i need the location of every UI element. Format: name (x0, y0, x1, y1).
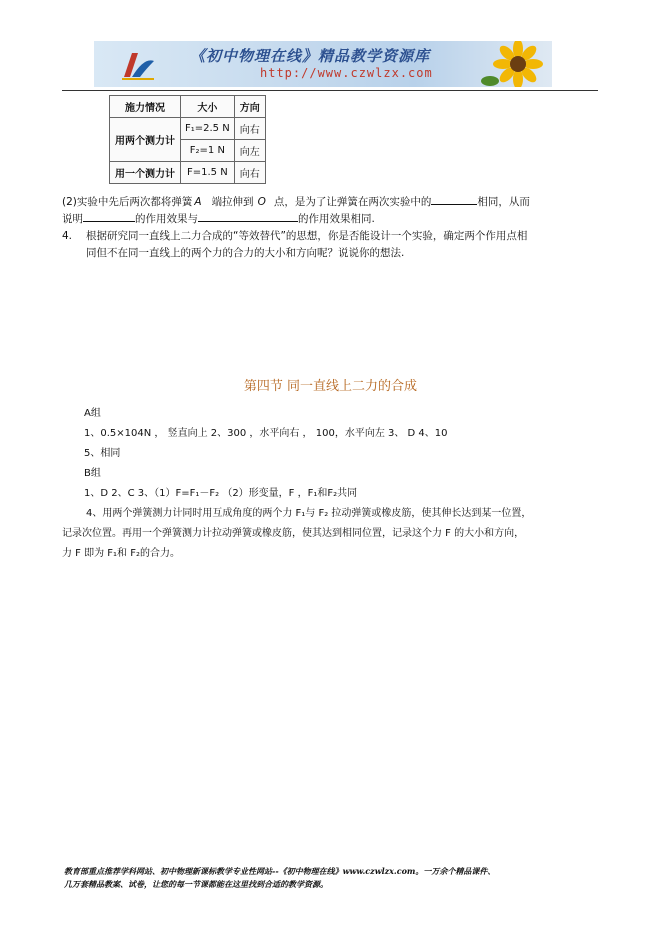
answers-b-group: B组 (84, 468, 101, 479)
table-cell-f-size: F=1.5 N (181, 162, 235, 184)
table-header-size: 大小 (181, 96, 235, 118)
table-cell-f2-size: F₂=1 N (181, 140, 235, 162)
answer-blank-3[interactable] (198, 211, 298, 222)
question2-line1: (2)实验中先后两次都将弹簧 A 端拉伸到 O 点，是为了让弹簧在两次实验中的 相同，从而 (62, 196, 530, 208)
header-rule (62, 90, 598, 91)
question4-line1: 根据研究同一直线上二力合成的“等效替代”的思想，你是否能设计一个实验，确定两个作用点相 (86, 230, 528, 242)
table-two-meters-label: 用两个测力计 (110, 118, 181, 162)
answers-b-line4: 力 F 即为 F₁和 F₂的合力。 (62, 548, 180, 559)
table-one-meter-label: 用一个测力计 (110, 162, 181, 184)
table-cell-f1-dir: 向右 (234, 118, 265, 140)
banner-url[interactable]: http://www.czwlzx.com (260, 66, 433, 80)
table-header-dir: 方向 (234, 96, 265, 118)
footer-line1: 教育部重点推荐学科网站、初中物理新课标教学专业性网站--《初中物理在线》www.czwlzx.com。一万余个精品课件、 (64, 866, 496, 876)
banner-title: 《初中物理在线》精品教学资源库 (190, 47, 431, 65)
answers-b-line3: 记录次位置。再用一个弹簧测力计拉动弹簧或橡皮筋，使其达到相同位置，记录这个力 F 的大小和方向， (62, 528, 525, 539)
answers-b-line1: 1、D 2、C 3、（1）F=F₁－F₂ （2）形变量，F ，F₁和F₂共同 (84, 488, 358, 499)
answers-a-group: A组 (84, 408, 101, 419)
table-cell-f2-dir: 向左 (234, 140, 265, 162)
answer-blank-1[interactable] (431, 194, 477, 205)
section-title: 第四节 同一直线上二力的合成 (243, 379, 418, 394)
table-cell-f-dir: 向右 (234, 162, 265, 184)
site-logo-icon (118, 47, 158, 83)
answers-a-line1: 1、0.5×104N ， 竖直向上 2、300 ，水平向右 ， 100，水平向左 3、 D 4、10 (84, 428, 448, 439)
header-banner (94, 41, 552, 87)
answer-blank-2[interactable] (83, 211, 135, 222)
table-header-case: 施力情况 (110, 96, 181, 118)
question4-line2: 同但不在同一直线上的两个力的合力的大小和方向呢？说说你的想法. (86, 247, 405, 259)
question4-number: 4. (62, 230, 73, 242)
question2-line2: 说明 的作用效果与 的作用效果相同. (62, 213, 375, 225)
sunflower-icon (478, 41, 550, 87)
answers-b-line2: 4、用两个弹簧测力计同时用互成角度的两个力 F₁与 F₂ 拉动弹簧或橡皮筋，使其伸长达到某一位置， (86, 508, 532, 519)
table-cell-f1-size: F₁=2.5 N (181, 118, 235, 140)
force-table (109, 95, 266, 184)
footer-line2: 几万套精品教案、试卷，让您的每一节课都能在这里找到合适的教学资源。 (64, 879, 328, 889)
answers-a-line2: 5、相同 (84, 448, 121, 459)
